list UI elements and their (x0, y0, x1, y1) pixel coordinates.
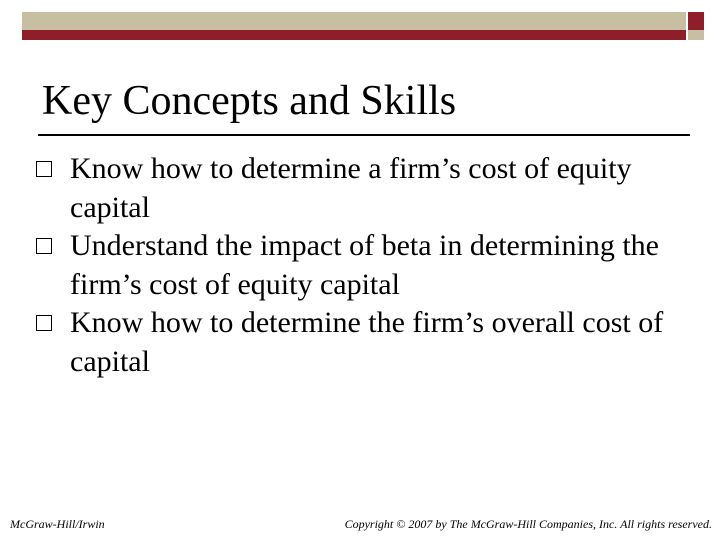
title-underline (38, 134, 690, 136)
top-decorative-bar (22, 12, 686, 40)
bullet-text: Know how to determine the firm’s overall cost of capital (70, 306, 664, 378)
hollow-square-bullet-icon (36, 161, 52, 177)
footer-publisher: McGraw-Hill/Irwin (10, 517, 105, 531)
hollow-square-bullet-icon (36, 238, 52, 254)
bullet-text: Understand the impact of beta in determining the firm’s cost of equity capital (70, 229, 659, 301)
hollow-square-bullet-icon (36, 315, 52, 331)
top-bar-light-band (22, 12, 686, 30)
corner-light-square (688, 30, 704, 40)
bullet-item (36, 304, 696, 381)
bullet-item (36, 150, 696, 227)
bullet-text: Know how to determine a firm’s cost of equity capital (70, 152, 632, 224)
slide-title: Key Concepts and Skills (42, 78, 457, 124)
corner-dark-square (688, 12, 704, 30)
corner-decoration (688, 12, 704, 40)
bullet-list (36, 150, 696, 381)
footer-copyright: Copyright © 2007 by The McGraw-Hill Companies, Inc. All rights reserved. (344, 517, 712, 531)
top-bar-dark-band (22, 30, 686, 40)
bullet-item (36, 227, 696, 304)
